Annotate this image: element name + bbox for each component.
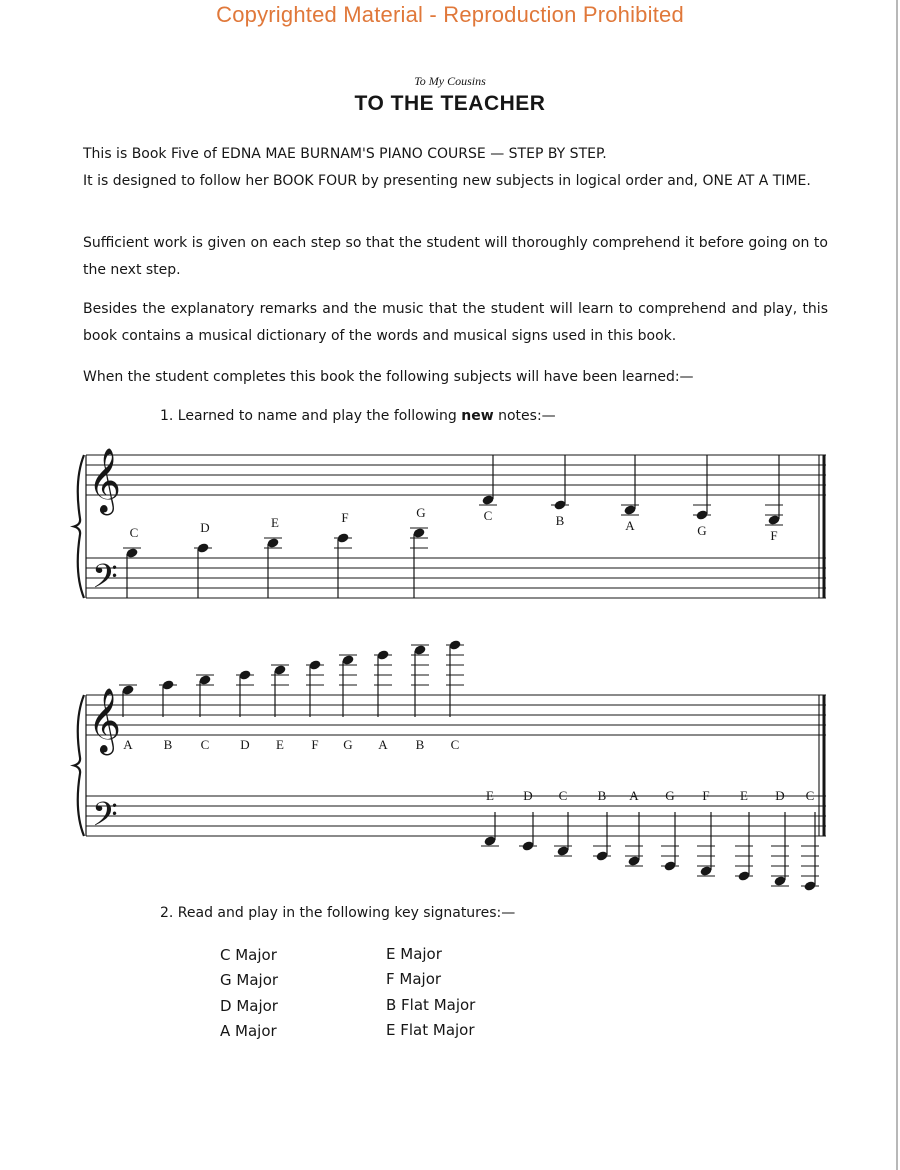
note-label: E: [486, 788, 494, 803]
treble-clef-1: 𝄞: [88, 448, 122, 513]
brace-2: [74, 695, 84, 836]
note-label: A: [378, 737, 388, 752]
note-label: G: [697, 523, 707, 538]
note-label: A: [629, 788, 639, 803]
copyright-watermark: Copyrighted Material - Reproduction Prohibited: [216, 2, 684, 27]
key-signature-item: G Major: [220, 971, 279, 990]
note-label: D: [200, 520, 210, 535]
note-label: B: [597, 788, 607, 803]
note-label: D: [523, 788, 533, 803]
note-label: B: [163, 737, 173, 752]
note-label: C: [129, 525, 139, 540]
key-signature-item: C Major: [220, 946, 277, 964]
intro-line-1: This is Book Five of EDNA MAE BURNAM'S PIANO COURSE — STEP BY STEP.: [83, 146, 607, 162]
sufficient-work-paragraph: Sufficient work is given on each step so that the student will thoroughly comprehend it before going on to the next step.: [83, 235, 828, 278]
bass-clef-2: 𝄢: [92, 796, 118, 842]
note-label: E: [740, 788, 748, 803]
note-label: C: [805, 788, 815, 803]
key-signature-item: D Major: [220, 996, 278, 1015]
note-label: C: [558, 788, 568, 803]
dedication: To My Cousins: [414, 74, 486, 88]
note-label: D: [775, 788, 785, 803]
note-label: G: [416, 505, 426, 520]
treble-clef-2: 𝄞: [88, 688, 122, 753]
item1-prefix: 1. Learned to name and play the following: [160, 408, 462, 424]
subjects-intro-paragraph: When the student completes this book the following subjects will have been learned:—: [83, 369, 694, 385]
key-signature-column-right: [386, 942, 475, 1043]
key-signature-item: E Major: [386, 945, 442, 963]
note-label: C: [483, 508, 493, 523]
note-label: G: [665, 788, 675, 803]
note-label: F: [311, 737, 319, 752]
key-signature-item: A Major: [220, 1021, 277, 1040]
note-label: F: [770, 528, 778, 543]
item1-suffix: notes:—: [493, 408, 556, 424]
note-label: A: [123, 737, 133, 752]
note-label: G: [343, 737, 353, 752]
note-label: F: [702, 788, 710, 803]
bass-clef-1: 𝄢: [92, 558, 118, 604]
note-label: F: [341, 510, 349, 525]
intro-line-2: It is designed to follow her BOOK FOUR by presenting new subjects in logical order and, ONE AT A TIME.: [83, 173, 811, 189]
item1-bold-new: new: [461, 408, 494, 424]
page-title: TO THE TEACHER: [354, 92, 546, 115]
dictionary-paragraph: Besides the explanatory remarks and the music that the student will learn to comprehend and play, this book contains a musical dictionary of the words and musical signs used in this book.: [83, 301, 828, 344]
note-label: B: [415, 737, 425, 752]
brace-1: [74, 455, 84, 598]
note-label: B: [555, 513, 565, 528]
key-signature-item: E Flat Major: [386, 1020, 475, 1039]
key-signature-item: B Flat Major: [386, 995, 476, 1014]
key-signature-column-left: [220, 943, 278, 1044]
note-label: C: [450, 737, 460, 752]
note-label: C: [200, 737, 210, 752]
key-signature-item: F Major: [386, 970, 442, 989]
note-label: D: [240, 737, 250, 752]
note-label: E: [276, 737, 284, 752]
list-item-key-signatures: 2. Read and play in the following key signatures:—: [160, 905, 516, 921]
note-label: E: [271, 515, 279, 530]
note-label: A: [625, 518, 635, 533]
